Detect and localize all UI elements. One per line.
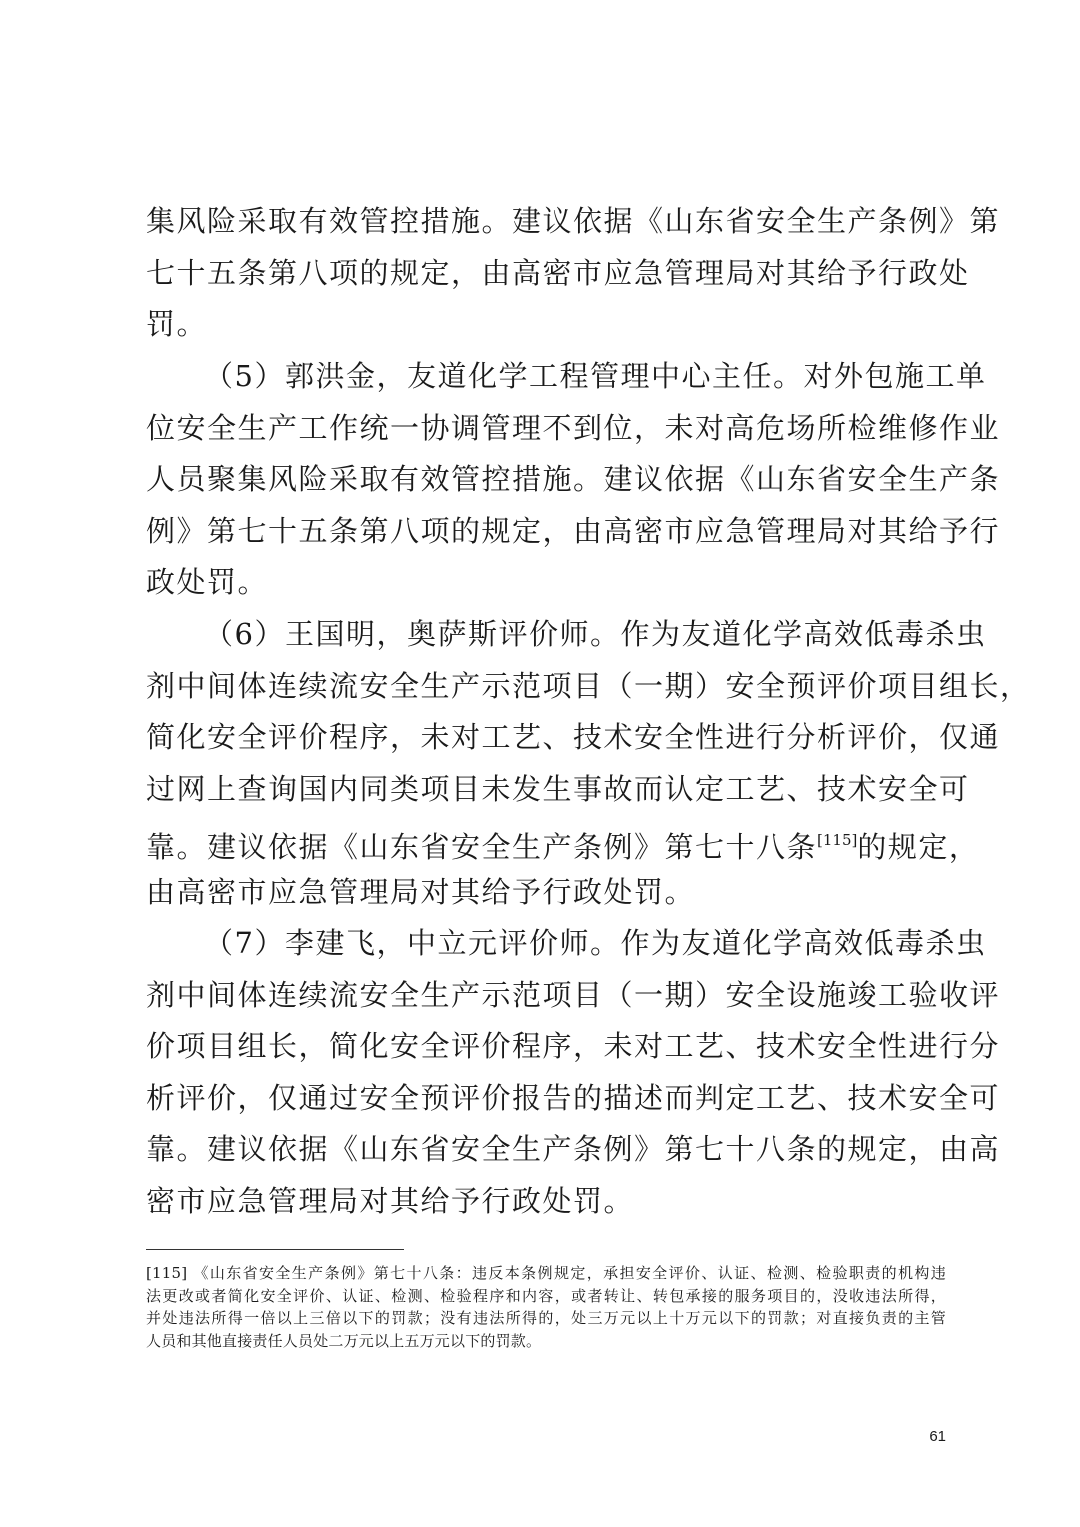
footnote-line: 法更改或者简化安全评价、认证、检测、检验程序和内容，或者转让、转包承接的服务项目的，没收违法所得， bbox=[146, 1286, 946, 1305]
text-line: 剂中间体连续流安全生产示范项目（一期）安全设施竣工验收评 bbox=[146, 977, 1001, 1012]
footnote-115 bbox=[146, 1262, 946, 1352]
text-line: 位安全生产工作统一协调管理不到位，未对高危场所检维修作业 bbox=[146, 410, 1001, 445]
paragraph-item-5 bbox=[146, 351, 1001, 609]
paragraph-item-7 bbox=[146, 918, 1001, 1227]
text-line: 政处罚。 bbox=[146, 565, 269, 599]
footnote-reference[interactable]: [115] bbox=[817, 831, 858, 849]
text-line: （6）王国明，奥萨斯评价师。作为友道化学高效低毒杀虫 bbox=[204, 617, 987, 651]
text-line: 析评价，仅通过安全预评价报告的描述而判定工艺、技术安全可 bbox=[146, 1080, 1001, 1115]
text-line: 人员聚集风险采取有效管控措施。建议依据《山东省安全生产条 bbox=[146, 462, 1001, 496]
text-segment: 的规定， bbox=[857, 830, 980, 864]
text-line: 密市应急管理局对其给予行政处罚。 bbox=[146, 1183, 635, 1218]
text-line-with-footnote bbox=[146, 815, 980, 867]
paragraph-continuation bbox=[146, 196, 1001, 351]
text-segment: 靠。建议依据《山东省安全生产条例》第七十八条 bbox=[146, 830, 818, 864]
text-line: 例》第七十五条第八项的规定，由高密市应急管理局对其给予行 bbox=[146, 513, 1001, 548]
footnote-line: [115] 《山东省安全生产条例》第七十八条：违反本条例规定，承担安全评价、认证、检测、检验职责的机构违 bbox=[146, 1264, 946, 1282]
paragraph-item-6 bbox=[146, 609, 1031, 918]
text-line: 价项目组长，简化安全评价程序，未对工艺、技术安全性进行分 bbox=[146, 1029, 1001, 1063]
text-line: 由高密市应急管理局对其给予行政处罚。 bbox=[146, 874, 696, 909]
text-line: （7）李建飞，中立元评价师。作为友道化学高效低毒杀虫 bbox=[204, 926, 987, 960]
text-line: 过网上查询国内同类项目未发生事故而认定工艺、技术安全可 bbox=[146, 771, 970, 806]
page-number: 61 bbox=[929, 1428, 946, 1445]
text-line: 靠。建议依据《山东省安全生产条例》第七十八条的规定，由高 bbox=[146, 1132, 1001, 1166]
text-line: 罚。 bbox=[146, 307, 208, 341]
footnote-line: 并处违法所得一倍以上三倍以下的罚款；没有违法所得的，处三万元以上十万元以下的罚款；对直接负责的主管 bbox=[146, 1309, 946, 1327]
text-line: 简化安全评价程序，未对工艺、技术安全性进行分析评价，仅通 bbox=[146, 720, 1001, 754]
text-line: （5）郭洪金，友道化学工程管理中心主任。对外包施工单 bbox=[204, 359, 987, 393]
text-line: 七十五条第八项的规定，由高密市应急管理局对其给予行政处 bbox=[146, 255, 970, 290]
text-line: 集风险采取有效管控措施。建议依据《山东省安全生产条例》第 bbox=[146, 204, 1001, 238]
footnote-divider bbox=[146, 1249, 404, 1250]
text-line: 剂中间体连续流安全生产示范项目（一期）安全预评价项目组长， bbox=[146, 668, 1031, 703]
footnote-line: 人员和其他直接责任人员处二万元以上五万元以下的罚款。 bbox=[146, 1331, 542, 1350]
